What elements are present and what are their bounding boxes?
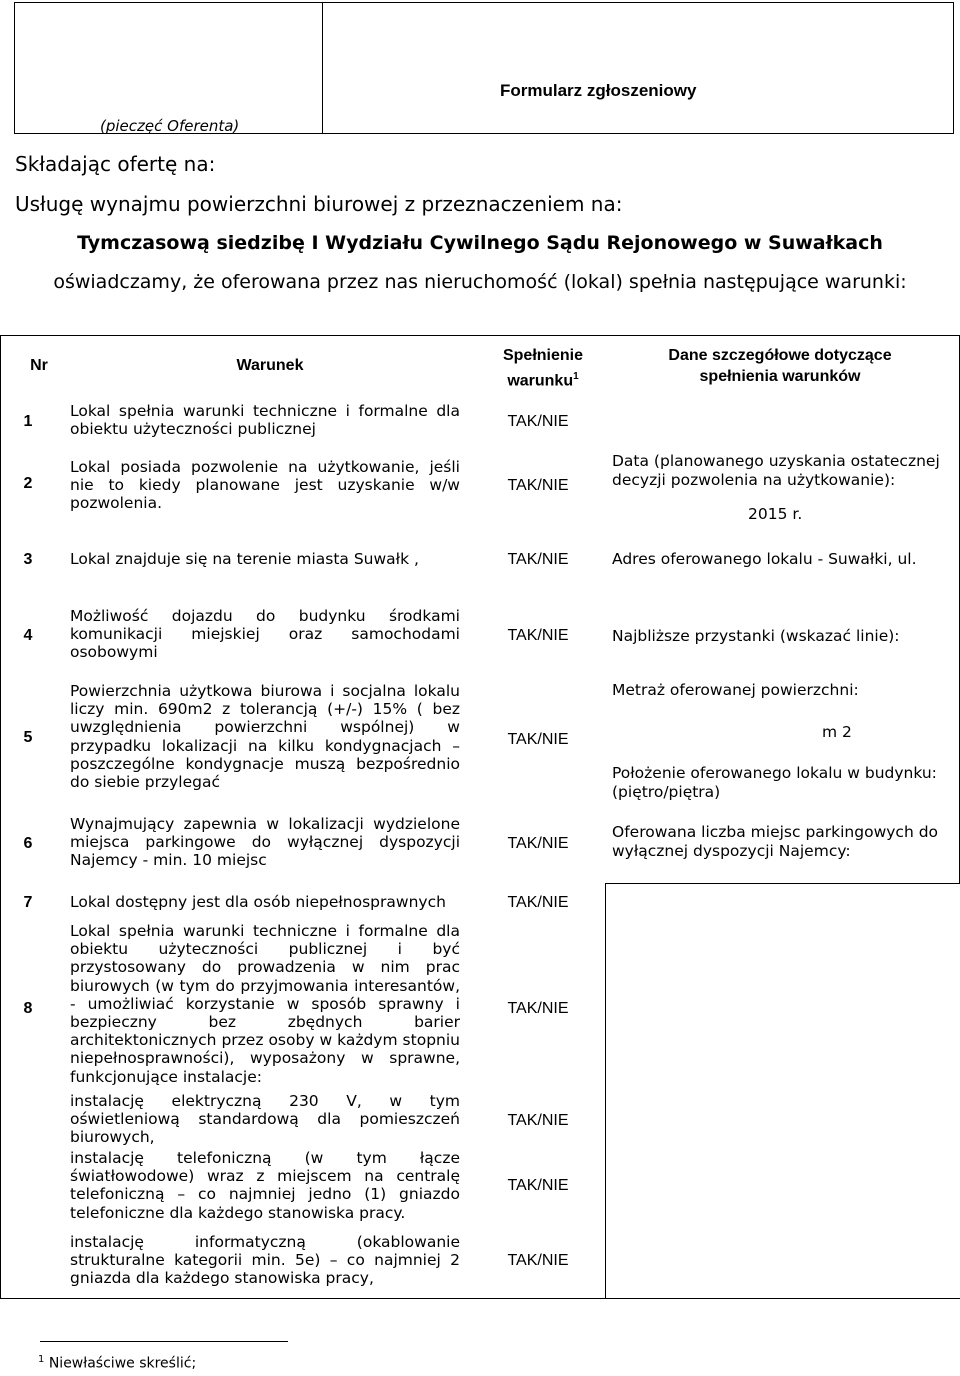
footnote-text: Niewłaściwe skreślić;: [48, 1355, 197, 1372]
row-fulfilment: TAK/NIE: [507, 1177, 569, 1194]
row-fulfilment: TAK/NIE: [507, 551, 569, 568]
row-fulfilment: TAK/NIE: [507, 894, 569, 911]
row-number: 5: [23, 729, 33, 746]
stamp-label: (pieczęć Oferenta): [100, 117, 240, 135]
row-details: Najbliższe przystanki (wskazać linie):: [612, 627, 900, 645]
row-fulfilment: TAK/NIE: [507, 1112, 569, 1129]
row-number: 7: [23, 894, 33, 911]
row-condition: instalację telefoniczną (w tym łącze światłowodowe) wraz z miejscem na centralę telefoniczną – co najmniej jedno (1) gniazdo telefoniczne dla każdego stanowiska pracy.: [70, 1149, 460, 1222]
footnote: [38, 1354, 196, 1372]
row-number: 8: [23, 1000, 33, 1017]
header-warunek: Warunek: [236, 357, 304, 374]
row-details: Data (planowanego uzyskania ostatecznej decyzji pozwolenia na użytkowanie):: [612, 452, 940, 489]
row-number: 2: [23, 475, 33, 492]
header-divider: [322, 2, 323, 134]
row-details-value: 2015 r.: [748, 505, 803, 523]
footnote-rule: [40, 1341, 288, 1342]
row-fulfilment: TAK/NIE: [507, 1252, 569, 1269]
row-condition: Powierzchnia użytkowa biurowa i socjalna lokalu liczy min. 690m2 z tolerancją (+/-) 15% ( bez uwzględnienia powierzchni wspólnej) w przypadku lokalizacji na kilku kondygnacjach – poszczególne kondygnacje muszą bezpośrednio do siebie przylegać: [70, 682, 460, 792]
intro-subject: Tymczasową siedzibę I Wydziału Cywilnego Sądu Rejonowego w Suwałkach: [77, 232, 883, 254]
row-number: 6: [23, 835, 33, 852]
row-fulfilment: TAK/NIE: [507, 835, 569, 852]
row-condition: Możliwość dojazdu do budynku środkami komunikacji miejskiej oraz samochodami osobowymi: [70, 607, 460, 662]
row-condition: Lokal dostępny jest dla osób niepełnosprawnych: [70, 893, 446, 911]
row-condition: Wynajmujący zapewnia w lokalizacji wydzielone miejsca parkingowe do wyłącznej dyspozycji Najemcy - min. 10 miejsc: [70, 815, 460, 870]
row-fulfilment: TAK/NIE: [507, 731, 569, 748]
header-dane: Dane szczegółowe dotyczące spełnienia warunków: [668, 347, 892, 385]
row-details: Adres oferowanego lokalu - Suwałki, ul.: [612, 550, 917, 568]
row-condition: Lokal spełnia warunki techniczne i formalne dla obiektu użyteczności publicznej: [70, 402, 460, 439]
row-details-location: Położenie oferowanego lokalu w budynku: (piętro/piętra): [612, 764, 937, 801]
row-details: Metraż oferowanej powierzchni:: [612, 681, 859, 699]
row-number: 3: [23, 551, 33, 568]
intro-statement: oświadczamy, że oferowana przez nas nieruchomość (lokal) spełnia następujące warunki:: [53, 271, 907, 293]
row-condition: instalację informatyczną (okablowanie strukturalne kategorii min. 5e) – co najmniej 2 gniazda dla każdego stanowiska pracy,: [70, 1233, 460, 1288]
header-box: [14, 2, 954, 134]
row-details-unit: m 2: [822, 723, 852, 741]
header-nr: Nr: [30, 357, 48, 374]
row-fulfilment: TAK/NIE: [507, 413, 569, 430]
row-condition: Lokal znajduje się na terenie miasta Suwałk ,: [70, 550, 419, 568]
footnote-marker: 1: [38, 1354, 45, 1365]
row-fulfilment: TAK/NIE: [507, 627, 569, 644]
footnote-marker: 1: [573, 371, 579, 382]
row-condition: Lokal spełnia warunki techniczne i formalne dla obiektu użyteczności publicznej i być przystosowany do prowadzenia w nim prac biurowych (w tym do przyjmowania interesantów, - umożliwiać korzystanie w sposób sprawny i bezpieczny bez zbędnych barier architektonicznych przez osoby w każdym stopniu niepełnosprawności), wyposażony w sprawne, funkcjonujące instalacje:: [70, 922, 460, 1086]
row-fulfilment: TAK/NIE: [507, 477, 569, 494]
row-condition: Lokal posiada pozwolenie na użytkowanie, jeśli nie to kiedy planowane jest uzyskanie w/w pozwolenia.: [70, 458, 460, 513]
row-fulfilment: TAK/NIE: [507, 1000, 569, 1017]
row-number: 4: [23, 627, 33, 644]
row-details: Oferowana liczba miejsc parkingowych do wyłącznej dyspozycji Najemcy:: [612, 823, 939, 860]
form-title: Formularz zgłoszeniowy: [500, 81, 697, 100]
intro-line-2: Usługę wynajmu powierzchni biurowej z przeznaczeniem na:: [15, 192, 623, 216]
row-number: 1: [23, 413, 33, 430]
header-spelnienie: Spełnienie warunku$^1$: [502, 347, 584, 390]
row-condition: instalację elektryczną 230 V, w tym oświetleniową standardową dla pomieszczeń biurowych,: [70, 1092, 460, 1147]
intro-line-1: Składając ofertę na:: [15, 152, 216, 176]
